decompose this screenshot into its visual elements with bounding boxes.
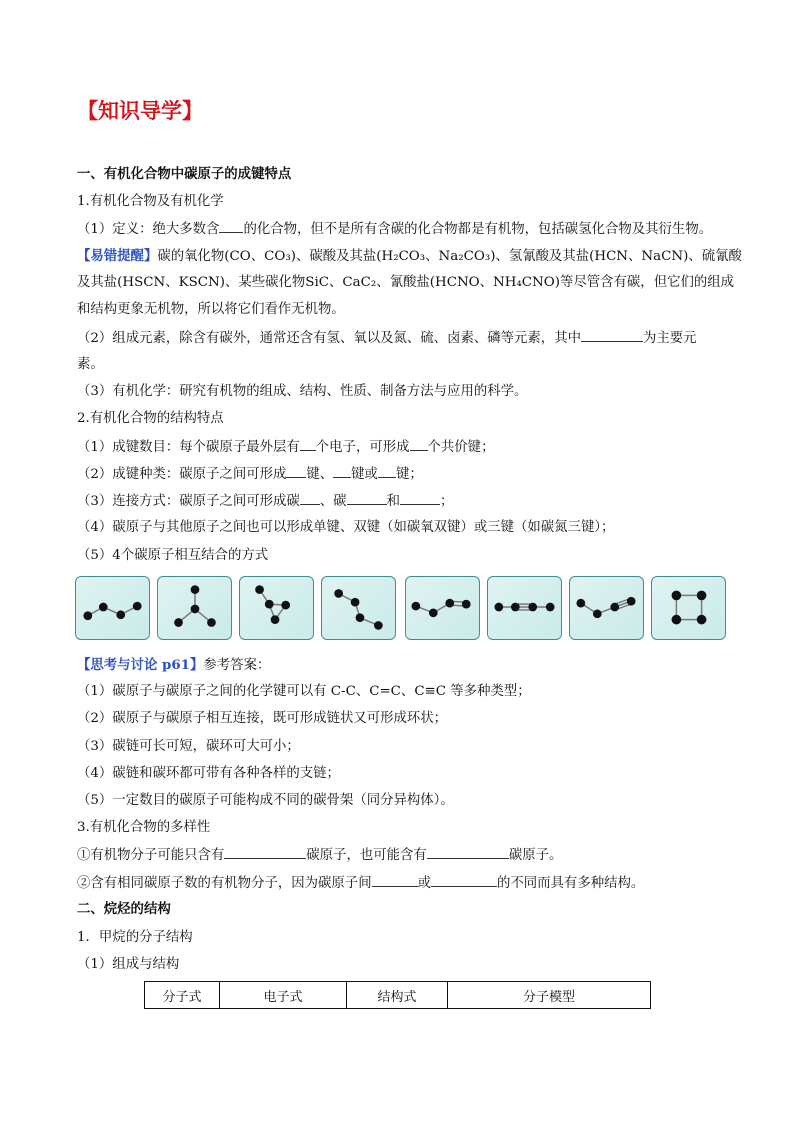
discussion-label: 【思考与讨论 p61】 (77, 657, 204, 673)
fill-blank[interactable] (286, 465, 306, 478)
fill-blank[interactable] (333, 465, 351, 478)
bond-type-line: （2）成键种类：碳原子之间可形成 键、 键或 键； (77, 467, 423, 482)
fill-blank[interactable] (431, 874, 497, 887)
answer-4: （4）碳链和碳环都可带有各种各样的支链； (77, 766, 340, 781)
diversity-line-1: ①有机物分子可能只含有 碳原子，也可能含有 碳原子。 (77, 848, 563, 863)
subsection-3-title: 3.有机化合物的多样性 (77, 820, 211, 835)
model-zigzag-chain (75, 576, 150, 640)
methane-title: 1．甲烷的分子结构 (77, 930, 193, 945)
carbon-skeleton-models (75, 576, 729, 642)
fill-blank[interactable] (581, 329, 643, 342)
bond-number-line: （1）成键数目：每个碳原子最外层有 个电子，可形成 个共价键； (77, 440, 495, 455)
model-bent-chain (321, 576, 396, 640)
diversity-line-2: ②含有相同碳原子数的有机物分子，因为碳原子间 或 的不同而具有多种结构。 (77, 876, 645, 891)
composition-line-end: 素。 (77, 357, 104, 372)
model-double-bond-chain (405, 576, 480, 640)
table-header-cell: 电子式 (220, 982, 347, 1009)
fill-blank[interactable] (300, 438, 316, 451)
other-atoms-line: （4）碳原子与其他原子之间也可以形成单键、双键（如碳氧双键）或三键（如碳氮三键）； (77, 520, 615, 535)
methane-structure-table (144, 981, 651, 1009)
definition-line: （1）定义：绝大多数含 的化合物，但不是所有含碳的化合物都是有机物，包括碳氢化合物及其衍生物。 (77, 222, 713, 237)
composition-line: （2）组成元素，除含有碳外，通常还含有氢、氧以及氮、硫、卤素、磷等元素，其中 为主要元 (77, 331, 697, 346)
section-2-title: 二、烷烃的结构 (77, 902, 171, 917)
tip-line-2: 及其盐(HSCN、KSCN)、某些碳化物SiC、CaC₂、氰酸盐(HCNO、NH₄CNO)等尽管含有碳，但它们的组成 (77, 275, 735, 290)
composition-structure-title: （1）组成与结构 (77, 957, 180, 972)
fill-blank[interactable] (224, 846, 306, 859)
fill-blank[interactable] (427, 846, 509, 859)
connection-line: （3）连接方式：碳原子之间可形成碳 、碳 和 ； (77, 494, 454, 509)
table-header-row (145, 982, 651, 1009)
fill-blank[interactable] (347, 492, 387, 505)
fill-blank[interactable] (372, 874, 418, 887)
discussion-line: 【思考与讨论 p61】参考答案： (77, 657, 271, 673)
answer-3: （3）碳链可长可短，碳环可大可小； (77, 739, 300, 754)
table-header-cell: 分子式 (145, 982, 220, 1009)
model-three-ring-branch (239, 576, 314, 640)
answer-1: （1）碳原子与碳原子之间的化学键可以有 C-C、C=C、C≡C 等多种类型； (77, 684, 531, 699)
answer-2: （2）碳原子与碳原子相互连接，既可形成链状又可形成环状； (77, 711, 448, 726)
answer-5: （5）一定数目的碳原子可能构成不同的碳骨架（同分异构体）。 (77, 793, 454, 808)
tip-line-3: 和结构更象无机物，所以将它们看作无机物。 (77, 302, 345, 317)
fill-blank[interactable] (410, 438, 428, 451)
subsection-1-title: 1.有机化合物及有机化学 (77, 194, 224, 209)
fill-blank[interactable] (400, 492, 440, 505)
tip-label: 【易错提醒】 (77, 248, 158, 264)
model-linear-chain (487, 576, 562, 640)
fill-blank[interactable] (378, 465, 396, 478)
fill-blank[interactable] (219, 220, 243, 233)
model-triple-bond-chain (569, 576, 644, 640)
model-four-ring (651, 576, 726, 640)
organic-chemistry-line: （3）有机化学：研究有机物的组成、结构、性质、制备方法与应用的科学。 (77, 384, 528, 399)
subsection-2-title: 2.有机化合物的结构特点 (77, 411, 224, 426)
section-1-title: 一、有机化合物中碳原子的成键特点 (77, 167, 292, 182)
table-header-cell: 分子模型 (448, 982, 651, 1009)
fill-blank[interactable] (300, 492, 320, 505)
model-branched (157, 576, 232, 640)
four-carbon-line: （5）4个碳原子相互结合的方式 (77, 548, 269, 563)
tip-line-1: 【易错提醒】碳的氧化物(CO、CO₃)、碳酸及其盐(H₂CO₃、Na₂CO₃)、氢氰酸及其盐(HCN、NaCN)、硫氰酸 (77, 248, 742, 264)
section-heading: 【知识导学】 (77, 99, 203, 123)
table-header-cell: 结构式 (347, 982, 448, 1009)
